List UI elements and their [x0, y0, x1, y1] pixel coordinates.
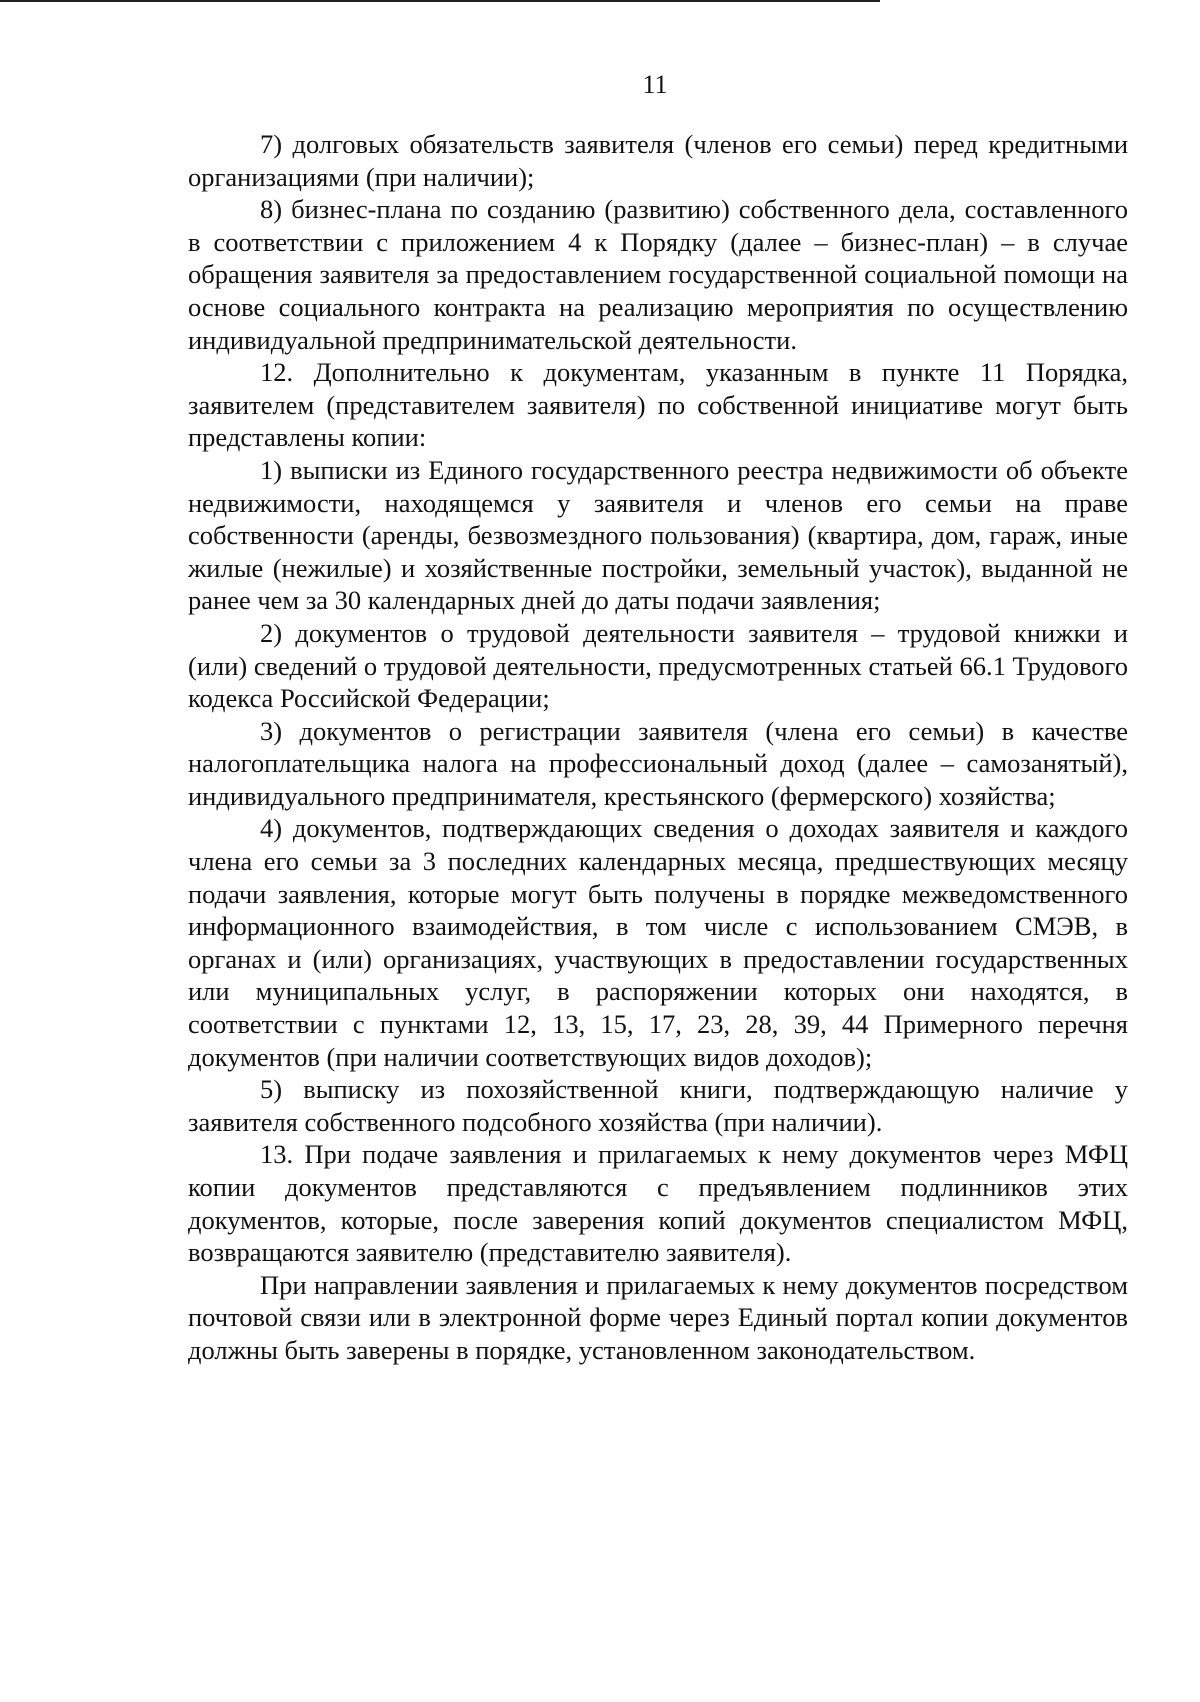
- paragraph-item-1: 1) выписки из Единого государственного реестра недвижимости об объекте недвижимости, находящемся у заявителя и членов его семьи на праве собственности (аренды, безвозмездного пользования) (квартира, дом, гараж, иные жилые (нежилые) и хозяйственные постройки, земельный участок), выданной не ранее чем за 30 календарных дней до даты подачи заявления;: [188, 454, 1128, 616]
- paragraph-item-5: 5) выписку из похозяйственной книги, подтверждающую наличие у заявителя собственного подсобного хозяйства (при наличии).: [188, 1074, 1128, 1137]
- page-number: 11: [642, 70, 668, 99]
- top-scan-border: [0, 0, 880, 2]
- paragraph-final: При направлении заявления и прилагаемых к нему документов посредством почтовой связи или в электронной форме через Единый портал копии документов должны быть заверены в порядке, установленном законодательством.: [188, 1269, 1128, 1365]
- paragraph-item-3: 3) документов о регистрации заявителя (члена его семьи) в качестве налогоплательщика налога на профессиональный доход (далее – самозанятый), индивидуального предпринимателя, крестьянского (фермерского) хозяйства;: [188, 715, 1128, 811]
- paragraph-item-4: 4) документов, подтверждающих сведения о доходах заявителя и каждого члена его семьи за 3 последних календарных месяца, предшествующих месяцу подачи заявления, которые могут быть получены в порядке межведомственного информационного взаимодействия, в том числе с использованием СМЭВ, в органах и (или) организациях, участвующих в предоставлении государственных или муниципальных услуг, в распоряжении которых они находятся, в соответствии с пунктами 12, 13, 15, 17, 23, 28, 39, 44 Примерного перечня документов (при наличии соответствующих видов доходов);: [188, 813, 1128, 1072]
- paragraph-item-2: 2) документов о трудовой деятельности заявителя – трудовой книжки и (или) сведений о трудовой деятельности, предусмотренных статьей 66.1 Трудового кодекса Российской Федерации;: [188, 617, 1128, 714]
- paragraph-item-7: 7) долговых обязательств заявителя (членов его семьи) перед кредитными организациями (при наличии);: [188, 129, 1128, 192]
- paragraph-clause-13: 13. При подаче заявления и прилагаемых к нему документов через МФЦ копии документов представляются с предъявлением подлинников этих документов, которые, после заверения копий документов специалистом МФЦ, возвращаются заявителю (представителю заявителя).: [188, 1139, 1128, 1268]
- paragraph-clause-12: 12. Дополнительно к документам, указанным в пункте 11 Порядка, заявителем (представителем заявителя) по собственной инициативе могут быть представлены копии:: [188, 357, 1128, 453]
- paragraph-item-8: 8) бизнес-плана по созданию (развитию) собственного дела, составленного в соответствии с приложением 4 к Порядку (далее – бизнес-план) – в случае обращения заявителя за предоставлением государственной социальной помощи на основе социального контракта на реализацию мероприятия по осуществлению индивидуальной предпринимательской деятельности.: [188, 194, 1128, 355]
- document-body: [188, 128, 1128, 1367]
